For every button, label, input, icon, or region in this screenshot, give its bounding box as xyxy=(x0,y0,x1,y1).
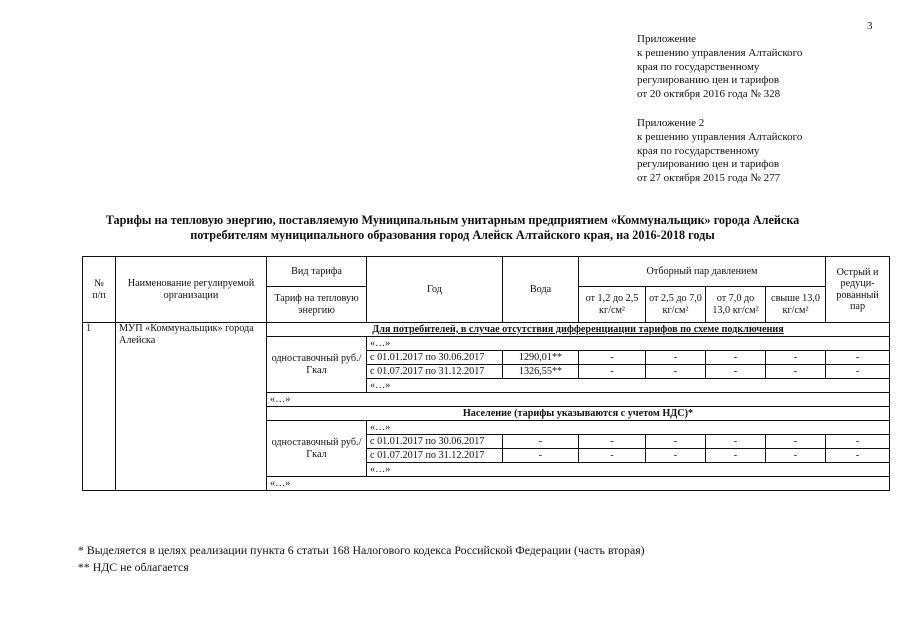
appendix-line: к решению управления Алтайского xyxy=(637,130,803,143)
steam-cell: - xyxy=(646,435,706,449)
water-cell: - xyxy=(503,449,579,463)
header-tariff-type: Вид тарифа xyxy=(267,257,367,287)
header-sharp-steam: Острый и редуци-рованный пар xyxy=(826,257,890,323)
sharp-cell: - xyxy=(826,449,890,463)
footnote-1: * Выделяется в целях реализации пункта 6 статьи 168 Налогового кодекса Российской Федерации (часть вторая) xyxy=(78,543,645,557)
tariff-table xyxy=(82,256,890,491)
sharp-cell: - xyxy=(826,351,890,365)
header-year: Год xyxy=(367,257,503,323)
sharp-cell: - xyxy=(826,365,890,379)
appendix-line: Приложение xyxy=(637,33,697,45)
appendix-line: регулированию цен и тарифов xyxy=(637,74,780,87)
header-tariff-heat: Тариф на тепловую энергию xyxy=(267,287,367,323)
section-title-2: Население (тарифы указываются с учетом НДС)* xyxy=(267,407,890,421)
appendix-line: Приложение 2 xyxy=(637,117,705,129)
appendix-line: края по государственному xyxy=(637,144,760,157)
section-title-1: Для потребителей, в случае отсутствия дифференциации тарифов по схеме подключения xyxy=(267,323,890,337)
row-number: 1 xyxy=(83,323,116,491)
header-steam-col: от 2,5 до 7,0 кг/см² xyxy=(646,287,706,323)
header-steam-col: от 7,0 до 13,0 кг/см² xyxy=(706,287,766,323)
ellipsis-cell: «…» xyxy=(367,421,890,435)
steam-cell: - xyxy=(706,435,766,449)
org-name: МУП «Коммунальщик» города Алейска xyxy=(116,323,267,491)
steam-cell: - xyxy=(579,365,646,379)
ellipsis-cell: «…» xyxy=(367,379,890,393)
appendix-line: края по государственному xyxy=(637,60,760,73)
steam-cell: - xyxy=(706,365,766,379)
steam-cell: - xyxy=(646,351,706,365)
water-cell: - xyxy=(503,435,579,449)
header-org: Наименование регулируемой организации xyxy=(116,257,267,323)
period-cell: с 01.01.2017 по 30.06.2017 xyxy=(367,351,503,365)
header-water: Вода xyxy=(503,257,579,323)
steam-cell: - xyxy=(646,449,706,463)
steam-cell: - xyxy=(766,449,826,463)
appendix-block-1 xyxy=(637,33,802,102)
steam-cell: - xyxy=(706,351,766,365)
steam-cell: - xyxy=(766,365,826,379)
water-cell: 1326,55** xyxy=(503,365,579,379)
steam-cell: - xyxy=(706,449,766,463)
ellipsis-cell: «…» xyxy=(267,477,890,491)
ellipsis-cell: «…» xyxy=(267,393,890,407)
tariff-kind: одноставочный руб./Гкал xyxy=(267,337,367,393)
ellipsis-cell: «…» xyxy=(367,337,890,351)
tariff-kind: одноставочный руб./Гкал xyxy=(267,421,367,477)
header-steam: Отборный пар давлением xyxy=(579,257,826,287)
appendix-line: от 20 октября 2016 года № 328 xyxy=(637,88,781,101)
period-cell: с 01.01.2017 по 30.06.2017 xyxy=(367,435,503,449)
page-number: 3 xyxy=(867,20,873,32)
steam-cell: - xyxy=(646,365,706,379)
header-steam-col: от 1,2 до 2,5 кг/см² xyxy=(579,287,646,323)
period-cell: с 01.07.2017 по 31.12.2017 xyxy=(367,365,503,379)
steam-cell: - xyxy=(766,435,826,449)
period-cell: с 01.07.2017 по 31.12.2017 xyxy=(367,449,503,463)
appendix-line: к решению управления Алтайского xyxy=(637,46,803,59)
ellipsis-cell: «…» xyxy=(367,463,890,477)
document-title xyxy=(0,213,905,242)
appendix-line: от 27 октября 2015 года № 277 xyxy=(637,172,781,185)
title-line-2: потребителям муниципального образования город Алейск Алтайского края, на 2016-2018 годы xyxy=(190,227,715,242)
title-line-1: Тарифы на тепловую энергию, поставляемую Муниципальным унитарным предприятием «Коммунальщик» города Алейска xyxy=(105,213,800,227)
appendix-block-2 xyxy=(637,117,802,186)
header-num: № п/п xyxy=(83,257,116,323)
steam-cell: - xyxy=(579,435,646,449)
appendix-line: регулированию цен и тарифов xyxy=(637,158,780,171)
sharp-cell: - xyxy=(826,435,890,449)
water-cell: 1290,01** xyxy=(503,351,579,365)
header-steam-col: свыше 13,0 кг/см² xyxy=(766,287,826,323)
steam-cell: - xyxy=(579,449,646,463)
footnote-2: ** НДС не облагается xyxy=(78,560,189,574)
steam-cell: - xyxy=(579,351,646,365)
steam-cell: - xyxy=(766,351,826,365)
